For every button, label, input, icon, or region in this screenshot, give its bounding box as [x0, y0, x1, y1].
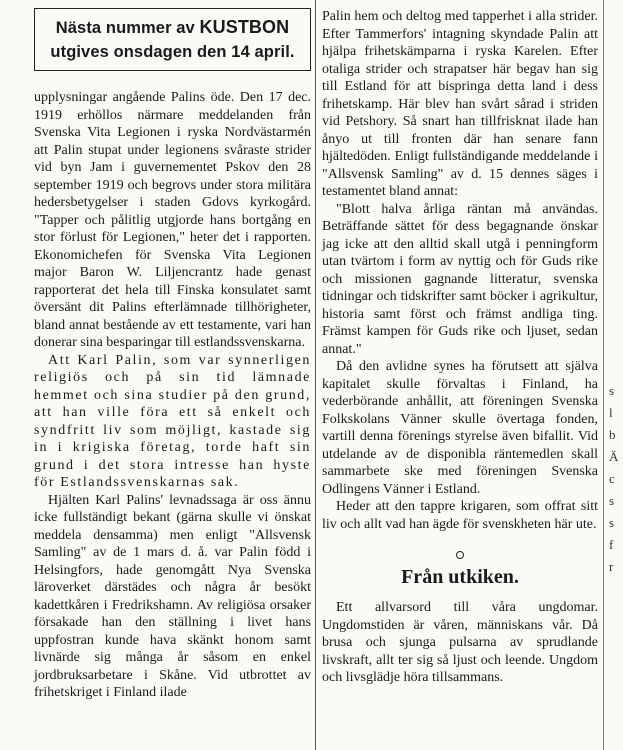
edge-glyph: b [609, 427, 616, 442]
article-paragraph: upplysningar angående Palins öde. Den 17 dec. 1919 erhöllos närmare meddelanden från Svenska Vita Legionen i ryska Nordvästarmén att Palin stupat under legionens svåraste strider vid byn Jam i guvernementet Pskov den 28 september 1919 och begrovs under stora militära hedersbetygelser i staden Gdovs kyrkogård. "Tapper och pålitlig utgjorde hans bortgång en stor förlust för Legionen," heter det i rapporten. Ekonomichefen för Svenska Vita Legionen major Baron W. Liljencrantz hade genast rapporterat det hela till Finska konsulatet samt översänt dit Palins efterlämnade tillhörigheter, bland annat bestående av ett testamente, vari han donerar sina besparingar till estlandssvenskarna. [34, 90, 311, 350]
article-paragraph: Att Karl Palin, som var synnerligen religiös och på sin tid lämnade hemmet och sina studier på den grund, att han ville föra ett så enkelt och syndfritt liv som möjligt, kastade sig in i krigiska företag, torde haft sin grund i det stora intresse han hyste för Estlandssvenskarnas sak. [34, 352, 311, 490]
testament-quote: "Blott halva årliga räntan må användas. Beträffande sättet för dess begagnande önskar jag icke att den alltid skall utgå i penningform utan tvärtom i form av nyttig och för Guds rike och missionen gagnande litteratur, svenska tidningar och tidskrifter samt böcker i agrikultur, historia samt först och främst andliga ting. Främst kampen för Guds rike och ljuset, sedan annat." [322, 201, 598, 357]
edge-glyph: s [609, 383, 615, 398]
edge-glyph: l [609, 405, 613, 420]
section-ornament [456, 551, 464, 559]
article-paragraph: Då den avlidne synes ha förutsett att själva kapitalet skulle förvaltas i Finland, ha vederbörande anhållit, att föreningen Svenska Folkskolans Vänner skulle övertaga fonden, vartill denna förenings styrelse även bifallit. Vid utdelande av de disponibla räntemedlen skall sammarbete ske med föreningen Svenska Odlingens Vänner i Estland. [322, 359, 598, 497]
notice-line-1: Nästa nummer av KUSTBON [55, 17, 290, 37]
article-paragraph: Heder att den tappre krigaren, som offrat sitt liv och allt vad han ägde för svenskheten här ute. [322, 499, 598, 532]
edge-glyph: c [609, 471, 615, 486]
adjacent-column-fragment [609, 380, 623, 578]
edge-glyph: r [609, 559, 614, 574]
paper-name: KUSTBON [199, 17, 290, 37]
column-divider [315, 0, 316, 750]
edge-glyph: Ä [609, 449, 619, 464]
section-heading: Från utkiken. [401, 566, 519, 588]
right-column [322, 0, 598, 687]
article-paragraph: Hjälten Karl Palins' levnadssaga är oss ännu icke fullständigt bekant (gärna skulle vi önskat meddela densamma) men enligt "Allsvensk Samling" av de 1 mars d. å. var Palin född i Helsingfors, hade genomgått Nya Svenska läroverket därstädes och några år besökt kadettkåren i Fredrikshamn. Av religiösa orsaker försakade han den ställning i livet hans uppfostran kunde hava skänkt honom samt livnärde sig många år såsom en enkel jordbruksarbetare i Skåne. Vid utbrottet av frihetskriget i Finland ilade [34, 492, 311, 700]
edge-glyph: f [609, 537, 614, 552]
edge-glyph: s [609, 493, 615, 508]
notice-line-2: utgives onsdagen den 14 april. [50, 43, 295, 61]
edge-glyph: s [609, 515, 615, 530]
article-paragraph: Ett allvarsord till våra ungdomar. Ungdomstiden är våren, människans vår. Då brusa och sjunga pulsarna av sprudlande livskraft, allt ter sig så ljust och leende. Ungdom och livsglädje höra tillsammans. [322, 600, 598, 685]
left-column [34, 0, 311, 702]
article-paragraph: Palin hem och deltog med tapperhet i alla strider. Efter Tammerfors' intagning skyndade Palin att hjälpa frihetskämparna i ryska Karelen. Efter otaliga strider och strapatser här begav han sig till Estland för att bispringa detta land i dess frihetskamp. Här blev han svårt sårad i striden vid Petshory. Så snart han tillfrisknat ilade han ånyo ut till fronten där han senare fann hjältedöden. Enligt fullständigande meddelande i "Allsvensk Samling" av d. 15 dennes säges i testamentet bland annat: [322, 9, 598, 199]
right-edge-rule [603, 0, 604, 750]
next-issue-notice [34, 8, 311, 71]
